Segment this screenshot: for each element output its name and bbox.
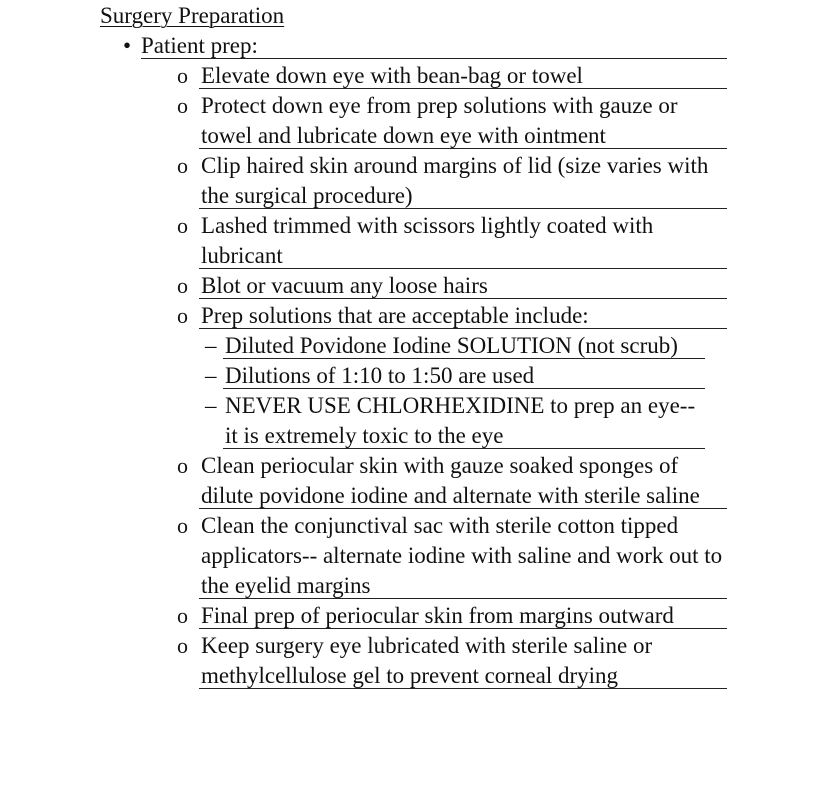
solution-subitem — [203, 361, 705, 391]
circle-bullet-icon: o — [177, 153, 188, 178]
prep-step-text: Prep solutions that are acceptable include: — [201, 303, 589, 328]
prep-step-text: Clean periocular skin with gauze soaked sponges of dilute povidone iodine and alternate with sterile saline — [201, 453, 700, 508]
prep-step-group — [177, 61, 737, 91]
prep-step-text: Final prep of periocular skin from margins outward — [201, 603, 674, 628]
prep-step-group — [177, 451, 737, 511]
prep-step-list — [177, 61, 737, 691]
prep-step-group — [177, 151, 737, 211]
prep-step-group — [177, 631, 737, 691]
circle-bullet-icon: o — [177, 93, 188, 118]
circle-bullet-icon: o — [177, 453, 188, 478]
prep-step — [177, 151, 737, 211]
document-title: Surgery Preparation — [100, 3, 285, 28]
dash-bullet-icon: – — [205, 363, 217, 388]
prep-step-text: Protect down eye from prep solutions with gauze or towel and lubricate down eye with ointment — [201, 93, 678, 148]
prep-step-text: Elevate down eye with bean-bag or towel — [201, 63, 583, 88]
prep-step-group — [177, 211, 737, 271]
circle-bullet-icon: o — [177, 633, 188, 658]
section-heading-row — [123, 31, 258, 61]
dash-bullet-icon: – — [205, 333, 217, 358]
circle-bullet-icon: o — [177, 273, 188, 298]
solution-subitem — [203, 331, 705, 361]
prep-step-group — [177, 601, 737, 631]
prep-step-text: Clip haired skin around margins of lid (size varies with the surgical procedure) — [201, 153, 709, 208]
prep-step-text: Keep surgery eye lubricated with sterile saline or methylcellulose gel to prevent corneal drying — [201, 633, 653, 688]
prep-step-group — [177, 511, 737, 601]
prep-step — [177, 61, 737, 91]
solution-subitem-text: NEVER USE CHLORHEXIDINE to prep an eye-- it is extremely toxic to the eye — [225, 393, 696, 448]
solution-subitem-text: Diluted Povidone Iodine SOLUTION (not scrub) — [225, 333, 678, 358]
circle-bullet-icon: o — [177, 303, 188, 328]
prep-step-text: Blot or vacuum any loose hairs — [201, 273, 488, 298]
prep-step — [177, 271, 737, 301]
solution-subitem-text: Dilutions of 1:10 to 1:50 are used — [225, 363, 535, 388]
prep-step — [177, 511, 737, 601]
prep-step — [177, 301, 737, 331]
prep-step — [177, 91, 737, 151]
prep-step — [177, 601, 737, 631]
prep-step-text: Clean the conjunctival sac with sterile cotton tipped applicators-- alternate iodine with saline and work out to the eyelid margins — [201, 513, 723, 598]
prep-step-group — [177, 271, 737, 301]
patient-prep-section — [123, 31, 723, 688]
heading-rule — [141, 58, 727, 59]
circle-bullet-icon: o — [177, 513, 188, 538]
prep-step — [177, 631, 737, 691]
prep-step-group — [177, 301, 737, 451]
prep-step-text: Lashed trimmed with scissors lightly coated with lubricant — [201, 213, 654, 268]
prep-step-group — [177, 91, 737, 151]
bullet-icon: • — [123, 33, 132, 58]
dash-bullet-icon: – — [205, 393, 217, 418]
solution-subitem — [203, 391, 705, 451]
section-heading: Patient prep: — [141, 33, 258, 58]
solution-sublist — [177, 331, 737, 451]
circle-bullet-icon: o — [177, 213, 188, 238]
prep-step — [177, 451, 737, 511]
circle-bullet-icon: o — [177, 603, 188, 628]
prep-step — [177, 211, 737, 271]
circle-bullet-icon: o — [177, 63, 188, 88]
